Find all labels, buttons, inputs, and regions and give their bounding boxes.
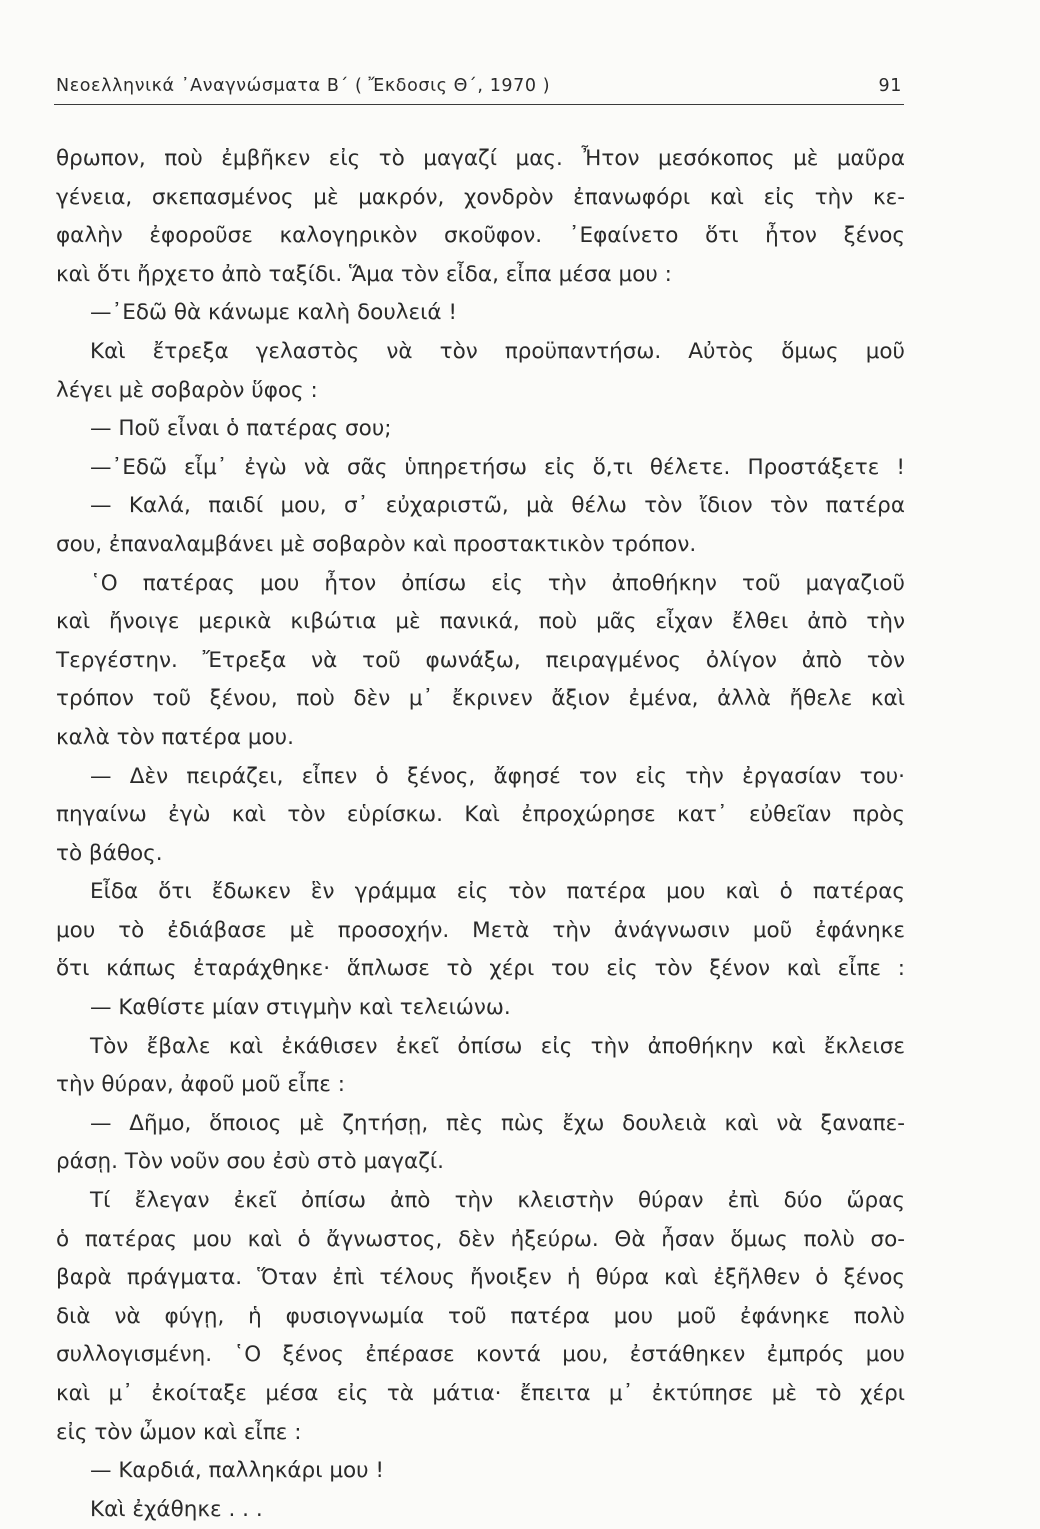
text-line: καὶ ἤνοιγε μερικὰ κιβώτια μὲ πανικά, ποὺ μᾶς εἶχαν ἔλθει ἀπὸ τὴν — [56, 609, 905, 635]
running-title: Νεοελληνικά ᾿Αναγνώσματα Β΄ ( Ἔκδοσις Θ΄, 1970 ) — [56, 76, 551, 96]
text-line: Εἶδα ὅτι ἔδωκεν ἓν γράμμα εἰς τὸν πατέρα μου καὶ ὁ πατέρας — [90, 879, 905, 905]
text-line: — Δὲν πειράζει, εἶπεν ὁ ξένος, ἄφησέ τον εἰς τὴν ἐργασίαν του· — [90, 763, 905, 789]
text-line: Τεργέστην. Ἔτρεξα νὰ τοῦ φωνάξω, πειραγμένος ὀλίγον ἀπὸ τὸν — [56, 647, 905, 673]
text-line: Καὶ ἐχάθηκε . . . — [90, 1496, 263, 1522]
text-line: — Καθίστε μίαν στιγμὴν καὶ τελειώνω. — [90, 995, 511, 1021]
text-line: λέγει μὲ σοβαρὸν ὕφος : — [56, 377, 318, 403]
text-line: καὶ ὅτι ἤρχετο ἀπὸ ταξίδι. Ἅμα τὸν εἶδα, εἶπα μέσα μου : — [56, 261, 672, 287]
text-line: —᾿Εδῶ εἶμ᾿ ἐγὼ νὰ σᾶς ὑπηρετήσω εἰς ὅ,τι θέλετε. Προστάξετε ! — [90, 454, 905, 480]
text-line: ράσῃ. Τὸν νοῦν σου ἐσὺ στὸ μαγαζί. — [56, 1149, 445, 1175]
text-line: τὸ βάθος. — [56, 840, 163, 866]
text-line: μου τὸ ἐδιάβασε μὲ προσοχήν. Μετὰ τὴν ἀνάγνωσιν μοῦ ἐφάνηκε — [56, 917, 905, 943]
text-line: γένεια, σκεπασμένος μὲ μακρόν, χονδρὸν ἐπανωφόρι καὶ εἰς τὴν κε- — [56, 184, 905, 210]
text-line: — Ποῦ εἶναι ὁ πατέρας σου; — [90, 416, 392, 442]
text-line: διὰ νὰ φύγῃ, ἡ φυσιογνωμία τοῦ πατέρα μου μοῦ ἐφάνηκε πολὺ — [56, 1303, 905, 1329]
text-line: θρωπον, ποὺ ἐμβῆκεν εἰς τὸ μαγαζί μας. Ἦτον μεσόκοπος μὲ μαῦρα — [56, 146, 905, 171]
body-text — [56, 140, 905, 1529]
text-line: Τὸν ἔβαλε καὶ ἐκάθισεν ἐκεῖ ὀπίσω εἰς τὴν ἀποθήκην καὶ ἔκλεισε — [90, 1033, 905, 1059]
page-number: 91 — [878, 76, 902, 96]
text-line: καὶ μ᾿ ἐκοίταξε μέσα εἰς τὰ μάτια· ἔπειτα μ᾿ ἐκτύπησε μὲ τὸ χέρι — [56, 1381, 905, 1406]
text-line: πηγαίνω ἐγὼ καὶ τὸν εὑρίσκω. Καὶ ἐπροχώρησε κατ᾿ εὐθεῖαν πρὸς — [56, 802, 905, 828]
running-header — [54, 68, 904, 105]
text-line: τρόπον τοῦ ξένου, ποὺ δὲν μ᾿ ἔκρινεν ἄξιον ἐμένα, ἀλλὰ ἤθελε καὶ — [56, 686, 905, 712]
text-line: ὅτι κάπως ἐταράχθηκε· ἅπλωσε τὸ χέρι του εἰς τὸν ξένον καὶ εἶπε : — [56, 956, 905, 982]
text-line: συλλογισμένη. ῾Ο ξένος ἐπέρασε κοντά μου, ἐστάθηκεν ἐμπρός μου — [56, 1342, 905, 1368]
text-line: — Καλά, παιδί μου, σ᾿ εὐχαριστῶ, μὰ θέλω τὸν ἴδιον τὸν πατέρα — [90, 493, 905, 519]
text-line: βαρὰ πράγματα. Ὅταν ἐπὶ τέλους ἤνοιξεν ἡ θύρα καὶ ἐξῆλθεν ὁ ξένος — [56, 1265, 905, 1291]
text-line: Τί ἔλεγαν ἐκεῖ ὀπίσω ἀπὸ τὴν κλειστὴν θύραν ἐπὶ δύο ὥρας — [90, 1188, 905, 1214]
text-line: — Δῆμο, ὅποιος μὲ ζητήσῃ, πὲς πὼς ἔχω δουλειὰ καὶ νὰ ξαναπε- — [90, 1110, 905, 1136]
text-line: —᾿Εδῶ θὰ κάνωμε καλὴ δουλειά ! — [90, 300, 458, 326]
text-line: — Καρδιά, παλληκάρι μου ! — [90, 1458, 385, 1484]
text-line: τὴν θύραν, ἀφοῦ μοῦ εἶπε : — [56, 1072, 345, 1098]
text-line: Καὶ ἔτρεξα γελαστὸς νὰ τὸν προϋπαντήσω. Αὐτὸς ὅμως μοῦ — [90, 338, 905, 364]
text-line: ὁ πατέρας μου καὶ ὁ ἄγνωστος, δὲν ἠξεύρω. Θὰ ἦσαν ὅμως πολὺ σο- — [56, 1226, 905, 1252]
text-line: ῾Ο πατέρας μου ἦτον ὀπίσω εἰς τὴν ἀποθήκην τοῦ μαγαζιοῦ — [90, 570, 905, 596]
text-line: εἰς τὸν ὦμον καὶ εἶπε : — [56, 1419, 302, 1445]
text-line: σου, ἐπαναλαμβάνει μὲ σοβαρὸν καὶ προστακτικὸν τρόπον. — [56, 531, 697, 557]
text-line: φαλὴν ἐφοροῦσε καλογηρικὸν σκοῦφον. ᾿Εφαίνετο ὅτι ἦτον ξένος — [56, 223, 905, 249]
text-line: καλὰ τὸν πατέρα μου. — [56, 724, 294, 750]
